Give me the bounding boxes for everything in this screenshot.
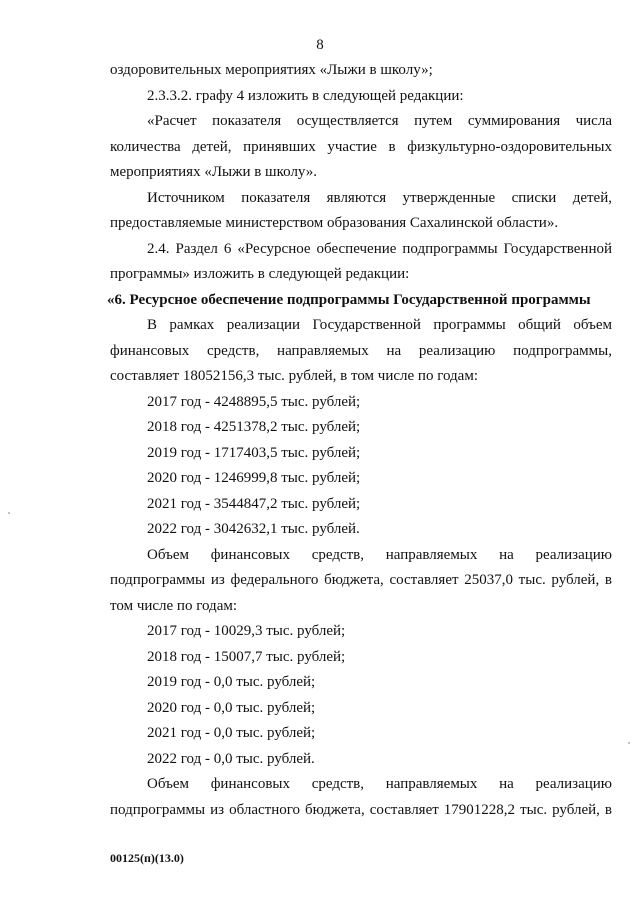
list-item: 2017 год - 10029,3 тыс. рублей; — [147, 623, 346, 639]
text-line: количества детей, принявших участие в физкультурно-оздоровительных — [110, 138, 612, 155]
list-item: 2019 год - 1717403,5 тыс. рублей; — [147, 444, 361, 461]
text-line: 2.4. Раздел 6 «Ресурсное обеспечение подпрограммы Государственной — [147, 240, 612, 257]
text-line: том числе по годам: — [110, 597, 238, 614]
list-item: 2022 год - 0,0 тыс. рублей. — [147, 750, 315, 767]
list-item: 2017 год - 4248895,5 тыс. рублей; — [147, 393, 361, 410]
text-line: программы» изложить в следующей редакции: — [110, 266, 410, 282]
text-line: «Расчет показателя осуществляется путем суммирования числа — [147, 113, 612, 129]
paragraph-source — [110, 186, 612, 237]
list-item: 2018 год - 4251378,2 тыс. рублей; — [147, 419, 361, 435]
text-line: финансовых средств, направляемых на реализацию подпрограммы, — [110, 342, 612, 359]
paragraph-continuation — [110, 58, 612, 84]
document-code: 00125(п)(13.0) — [110, 851, 184, 865]
federal-by-year-list — [110, 619, 612, 772]
paragraph-item-2-3-3-2 — [110, 84, 612, 110]
paragraph-regional — [110, 772, 612, 823]
text-line: составляет 18052156,3 тыс. рублей, в том числе по годам: — [110, 368, 478, 384]
paragraph-item-2-4 — [110, 237, 612, 288]
list-item: 2019 год - 0,0 тыс. рублей; — [147, 674, 316, 690]
page-number: 8 — [316, 37, 324, 53]
text-line: мероприятиях «Лыжи в школу». — [110, 164, 318, 180]
list-item: 2022 год - 3042632,1 тыс. рублей. — [147, 521, 360, 537]
text-line: Объем финансовых средств, направляемых на реализацию — [147, 776, 612, 792]
text-line: Объем финансовых средств, направляемых на реализацию — [147, 546, 612, 563]
paragraph-federal — [110, 543, 612, 620]
list-item: 2020 год - 0,0 тыс. рублей; — [147, 699, 316, 716]
scan-artifact — [8, 512, 10, 514]
total-by-year-list — [110, 390, 612, 543]
paragraph-total — [110, 313, 612, 390]
text-line: 2.3.3.2. графу 4 изложить в следующей редакции: — [147, 87, 464, 104]
list-item: 2020 год - 1246999,8 тыс. рублей; — [147, 470, 361, 486]
document-body — [107, 58, 612, 823]
text-line: предоставляемые министерством образования Сахалинской области». — [110, 215, 559, 231]
list-item: 2021 год - 3544847,2 тыс. рублей; — [147, 495, 361, 512]
text-line: В рамках реализации Государственной программы общий объем — [147, 317, 612, 333]
scan-artifact — [628, 742, 630, 744]
text-line: подпрограммы из федерального бюджета, составляет 25037,0 тыс. рублей, в — [110, 572, 612, 588]
section-heading: «6. Ресурсное обеспечение подпрограммы Государственной программы — [107, 291, 591, 308]
list-item: 2018 год - 15007,7 тыс. рублей; — [147, 648, 346, 665]
text-line: оздоровительных мероприятиях «Лыжи в школу»; — [110, 62, 433, 78]
paragraph-calculation — [110, 109, 612, 186]
list-item: 2021 год - 0,0 тыс. рублей; — [147, 725, 316, 741]
text-line: Источником показателя являются утвержденные списки детей, — [147, 189, 612, 206]
text-line: подпрограммы из областного бюджета, составляет 17901228,2 тыс. рублей, в — [110, 801, 612, 818]
